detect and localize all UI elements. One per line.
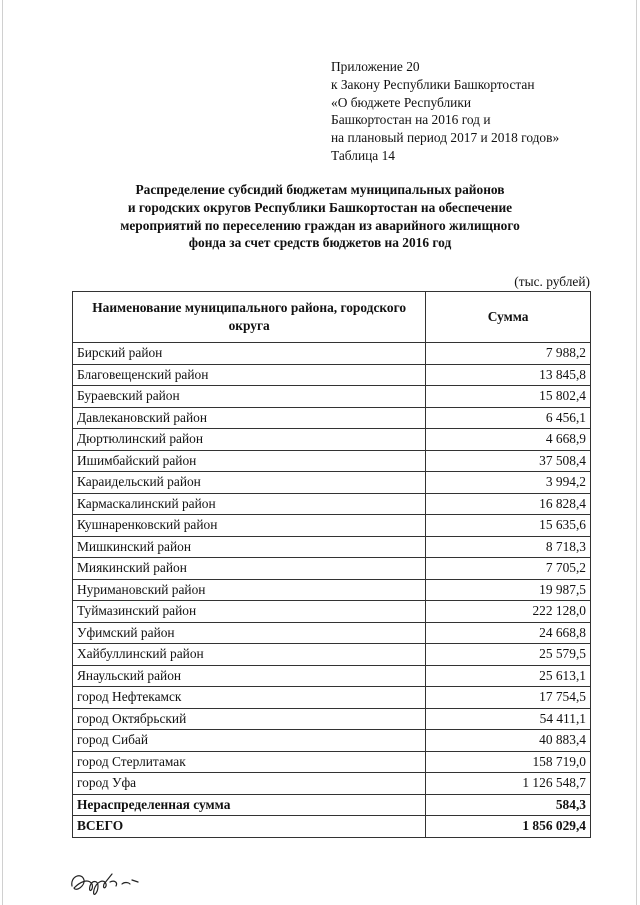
row-amount: 40 883,4 bbox=[426, 730, 591, 752]
table-row bbox=[73, 515, 591, 537]
table-row bbox=[73, 450, 591, 472]
page-edge-right bbox=[636, 0, 637, 905]
row-amount: 13 845,8 bbox=[426, 364, 591, 386]
row-name: Ишимбайский район bbox=[73, 450, 426, 472]
unallocated-amount: 584,3 bbox=[426, 794, 591, 816]
appendix-line: «О бюджете Республики bbox=[331, 94, 471, 110]
appendix-line: Таблица 14 bbox=[331, 147, 395, 163]
row-name: Бирский район bbox=[73, 343, 426, 365]
table-row bbox=[73, 687, 591, 709]
title-line: фонда за счет средств бюджетов на 2016 год bbox=[188, 235, 452, 251]
table-row bbox=[73, 364, 591, 386]
subsidy-table bbox=[72, 291, 591, 838]
row-amount: 15 802,4 bbox=[426, 386, 591, 408]
table-row bbox=[73, 665, 591, 687]
row-name: Уфимский район bbox=[73, 622, 426, 644]
row-name: Мишкинский район bbox=[73, 536, 426, 558]
page-edge-left bbox=[2, 0, 3, 905]
row-amount: 54 411,1 bbox=[426, 708, 591, 730]
row-amount: 1 126 548,7 bbox=[426, 773, 591, 795]
row-amount: 3 994,2 bbox=[426, 472, 591, 494]
row-name: Бураевский район bbox=[73, 386, 426, 408]
row-name: Хайбуллинский район bbox=[73, 644, 426, 666]
table-row bbox=[73, 708, 591, 730]
appendix-line: Башкортостан на 2016 год и bbox=[331, 112, 491, 128]
row-amount: 19 987,5 bbox=[426, 579, 591, 601]
row-name: Янаульский район bbox=[73, 665, 426, 687]
appendix-line: к Закону Республики Башкортостан bbox=[331, 76, 535, 92]
table-row bbox=[73, 343, 591, 365]
row-amount: 25 579,5 bbox=[426, 644, 591, 666]
row-name: Давлекановский район bbox=[73, 407, 426, 429]
row-amount: 7 705,2 bbox=[426, 558, 591, 580]
table-row bbox=[73, 493, 591, 515]
document-title bbox=[60, 181, 580, 252]
row-name: Миякинский район bbox=[73, 558, 426, 580]
table-row bbox=[73, 622, 591, 644]
row-name: Караидельский район bbox=[73, 472, 426, 494]
header-name: Наименование муниципального района, городского округа bbox=[73, 292, 426, 343]
table-row bbox=[73, 773, 591, 795]
row-amount: 15 635,6 bbox=[426, 515, 591, 537]
row-name: Туймазинский район bbox=[73, 601, 426, 623]
row-amount: 8 718,3 bbox=[426, 536, 591, 558]
row-amount: 37 508,4 bbox=[426, 450, 591, 472]
table-row bbox=[73, 386, 591, 408]
total-row bbox=[73, 816, 591, 838]
table-row bbox=[73, 429, 591, 451]
title-line: Распределение субсидий бюджетам муниципальных районов bbox=[135, 182, 505, 197]
table-row bbox=[73, 730, 591, 752]
row-amount: 7 988,2 bbox=[426, 343, 591, 365]
signature bbox=[66, 868, 156, 905]
table-row bbox=[73, 558, 591, 580]
appendix-line: на плановый период 2017 и 2018 годов» bbox=[331, 130, 560, 146]
row-amount: 158 719,0 bbox=[426, 751, 591, 773]
row-name: Кармаскалинский район bbox=[73, 493, 426, 515]
row-name: город Нефтекамск bbox=[73, 687, 426, 709]
row-amount: 17 754,5 bbox=[426, 687, 591, 709]
table-row bbox=[73, 644, 591, 666]
row-name: город Стерлитамак bbox=[73, 751, 426, 773]
units-label: (тыс. рублей) bbox=[514, 274, 590, 289]
table-row bbox=[73, 407, 591, 429]
table-row bbox=[73, 579, 591, 601]
row-amount: 16 828,4 bbox=[426, 493, 591, 515]
row-amount: 222 128,0 bbox=[426, 601, 591, 623]
table-body bbox=[73, 343, 591, 795]
row-name: город Октябрьский bbox=[73, 708, 426, 730]
row-amount: 24 668,8 bbox=[426, 622, 591, 644]
table-row bbox=[73, 472, 591, 494]
appendix-header bbox=[331, 58, 559, 165]
row-name: Дюртюлинский район bbox=[73, 429, 426, 451]
total-name: ВСЕГО bbox=[73, 816, 426, 838]
unallocated-row bbox=[73, 794, 591, 816]
total-amount: 1 856 029,4 bbox=[426, 816, 591, 838]
signature-icon bbox=[66, 868, 156, 900]
row-amount: 6 456,1 bbox=[426, 407, 591, 429]
row-name: город Уфа bbox=[73, 773, 426, 795]
row-name: Нуримановский район bbox=[73, 579, 426, 601]
row-name: город Сибай bbox=[73, 730, 426, 752]
title-line: и городских округов Республики Башкортостан на обеспечение bbox=[127, 199, 513, 215]
unallocated-name: Нераспределенная сумма bbox=[73, 794, 426, 816]
row-name: Благовещенский район bbox=[73, 364, 426, 386]
row-amount: 25 613,1 bbox=[426, 665, 591, 687]
row-amount: 4 668,9 bbox=[426, 429, 591, 451]
appendix-line: Приложение 20 bbox=[331, 59, 420, 74]
table-row bbox=[73, 536, 591, 558]
table-header-row bbox=[73, 292, 591, 343]
table-row bbox=[73, 601, 591, 623]
row-name: Кушнаренковский район bbox=[73, 515, 426, 537]
title-line: мероприятий по переселению граждан из аварийного жилищного bbox=[120, 217, 520, 233]
table-row bbox=[73, 751, 591, 773]
header-amount: Сумма bbox=[426, 292, 591, 343]
